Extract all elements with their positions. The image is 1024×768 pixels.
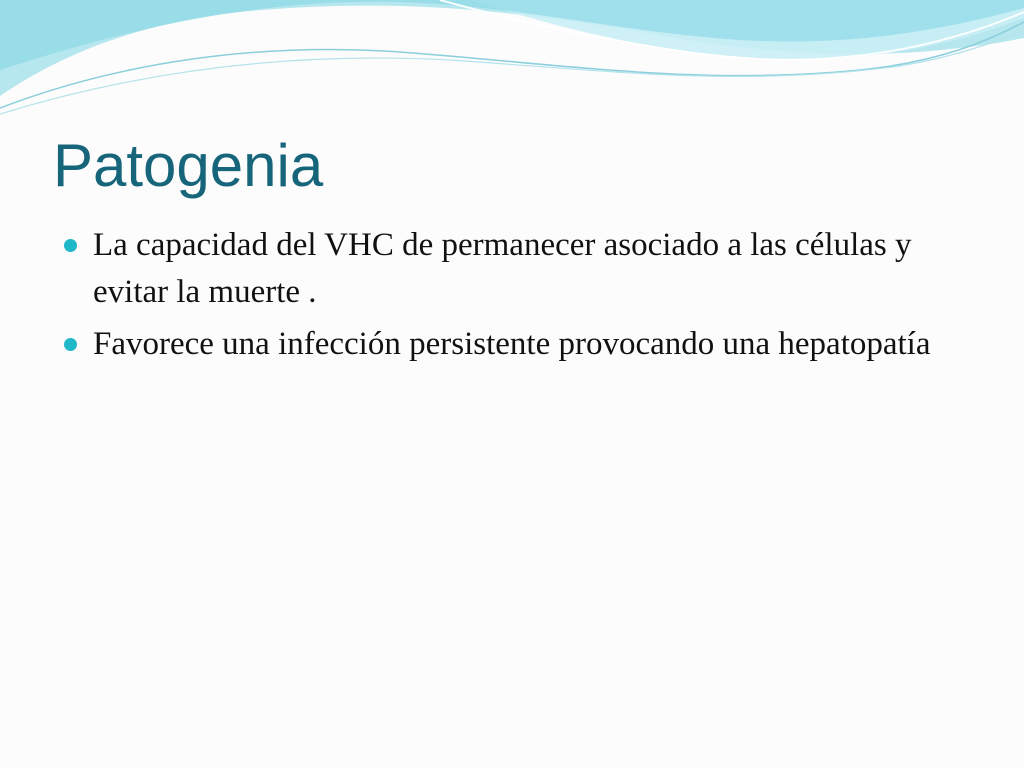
wave-band-front (0, 0, 1024, 70)
bullet-item (62, 321, 942, 368)
bullet-list (62, 222, 942, 373)
wave-header-decoration (0, 0, 1024, 130)
bullet-icon (64, 239, 77, 252)
slide-title: Patogenia (53, 132, 324, 199)
bullet-item (62, 222, 942, 316)
bullet-text: La capacidad del VHC de permanecer asociado a las células y evitar la muerte . (93, 227, 912, 310)
bullet-icon (64, 338, 77, 351)
bullet-text: Favorece una infección persistente provocando una hepatopatía (93, 326, 931, 362)
